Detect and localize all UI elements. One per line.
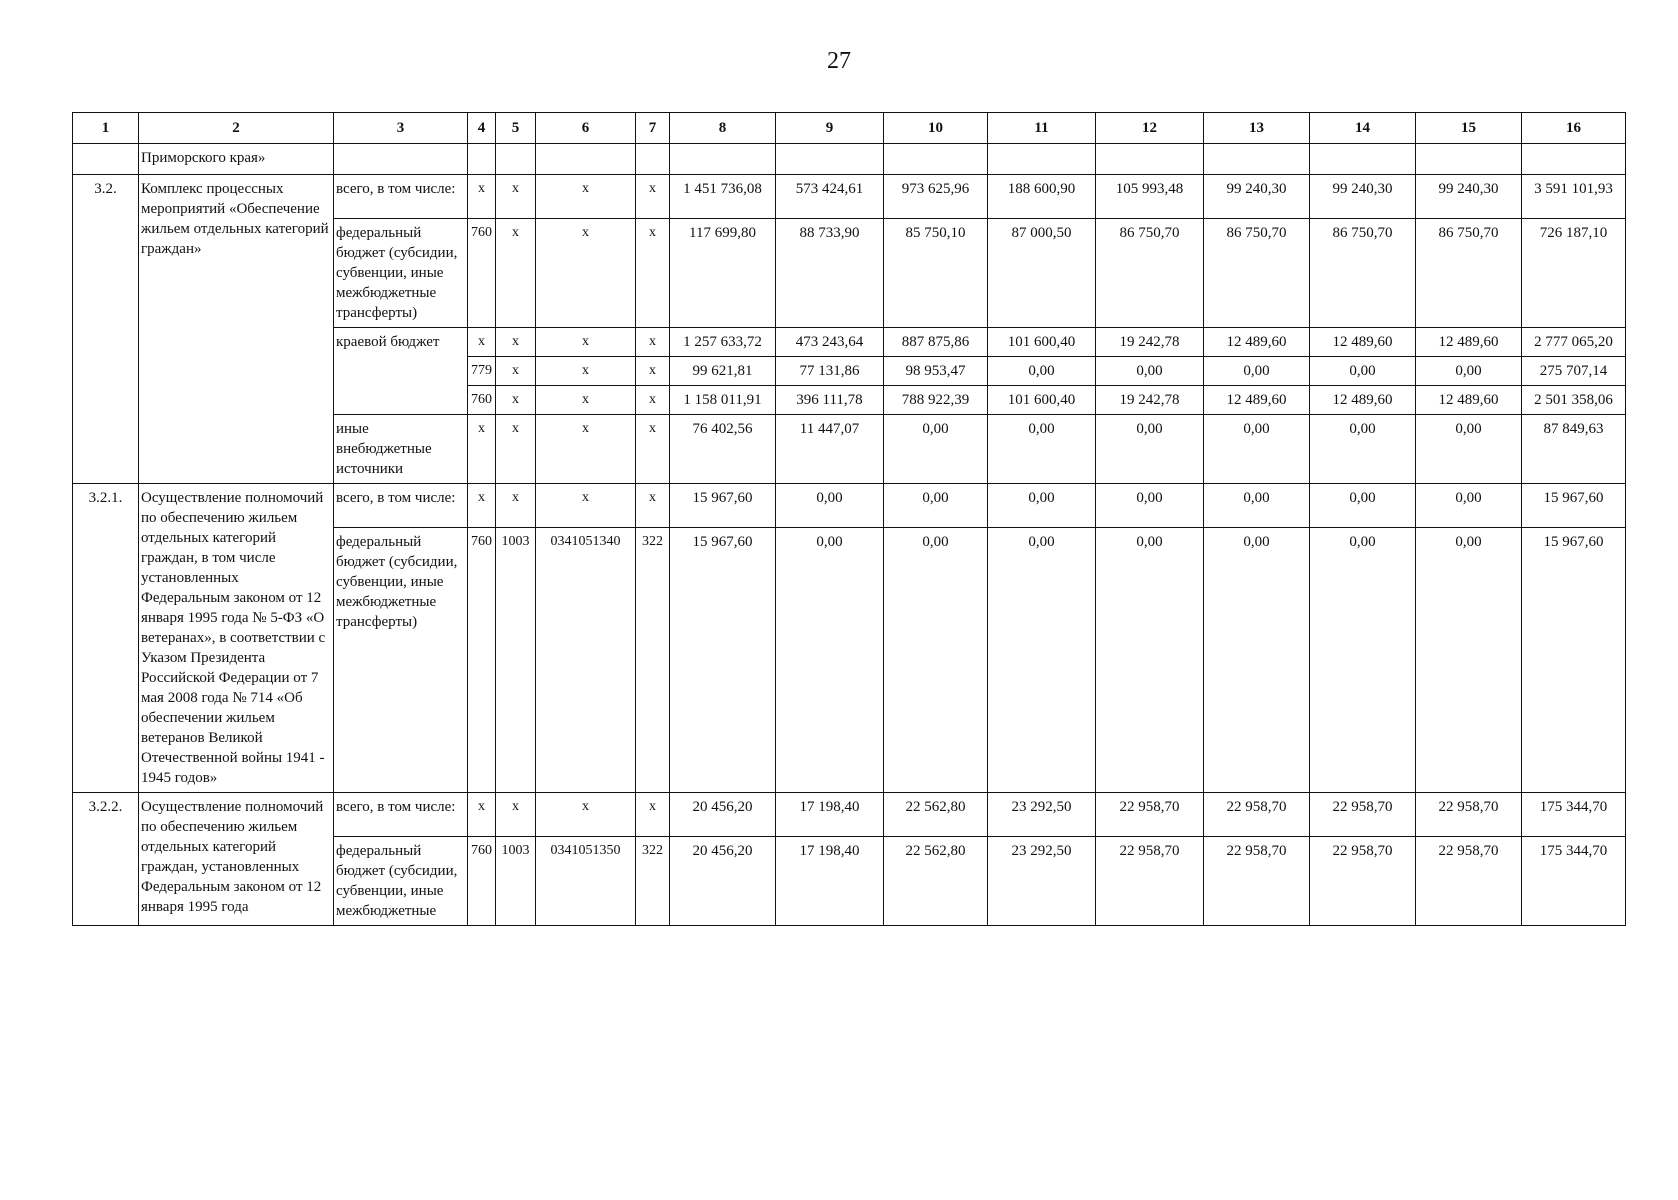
amount-cell: 0,00 [1096,415,1204,484]
table-cell [496,144,536,175]
header-cell: 3 [334,113,468,144]
amount-cell: 23 292,50 [988,837,1096,926]
amount-cell: 2 777 065,20 [1522,328,1626,357]
code-cell: x [636,328,670,357]
amount-cell: 87 000,50 [988,219,1096,328]
amount-cell: 0,00 [1310,415,1416,484]
table-cell [1416,144,1522,175]
amount-cell: 22 958,70 [1204,793,1310,837]
code-cell: x [536,415,636,484]
item-name: Осуществление полномочий по обеспечению жильем отдельных категорий граждан, в том числе установленных Федеральным законом от 12 января 1995 года № 5-ФЗ «О ветеранах», в соответствии с Указом Президента Российской Федерации от 7 мая 2008 года № 714 «Об обеспечении жильем ветеранов Великой Отечественной войны 1941 - 1945 годов» [139,484,334,793]
amount-cell: 0,00 [1416,484,1522,528]
amount-cell: 105 993,48 [1096,175,1204,219]
amount-cell: 22 562,80 [884,837,988,926]
amount-cell: 12 489,60 [1204,328,1310,357]
amount-cell: 19 242,78 [1096,386,1204,415]
amount-cell: 0,00 [1204,484,1310,528]
amount-cell: 175 344,70 [1522,793,1626,837]
code-cell: x [536,328,636,357]
amount-cell: 22 958,70 [1416,793,1522,837]
item-number: 3.2.1. [73,484,139,793]
amount-cell: 15 967,60 [1522,528,1626,793]
code-cell: x [636,357,670,386]
code-cell: x [536,175,636,219]
header-cell: 7 [636,113,670,144]
amount-cell: 17 198,40 [776,793,884,837]
funding-source: краевой бюджет [334,328,468,415]
funding-source: всего, в том числе: [334,175,468,219]
amount-cell: 0,00 [988,357,1096,386]
header-cell: 6 [536,113,636,144]
amount-cell: 0,00 [776,528,884,793]
amount-cell: 86 750,70 [1310,219,1416,328]
item-number: 3.2. [73,175,139,484]
amount-cell: 1 158 011,91 [670,386,776,415]
amount-cell: 17 198,40 [776,837,884,926]
amount-cell: 0,00 [1416,357,1522,386]
amount-cell: 1 451 736,08 [670,175,776,219]
code-cell: 1003 [496,528,536,793]
amount-cell: 22 958,70 [1096,837,1204,926]
amount-cell: 0,00 [988,528,1096,793]
amount-cell: 1 257 633,72 [670,328,776,357]
amount-cell: 22 958,70 [1416,837,1522,926]
header-cell: 1 [73,113,139,144]
table-row [73,175,1626,219]
code-cell: 760 [468,386,496,415]
code-cell: x [496,357,536,386]
amount-cell: 99 621,81 [670,357,776,386]
amount-cell: 0,00 [884,415,988,484]
amount-cell: 86 750,70 [1204,219,1310,328]
table-cell [776,144,884,175]
amount-cell: 12 489,60 [1204,386,1310,415]
item-number: 3.2.2. [73,793,139,926]
code-cell: x [496,415,536,484]
amount-cell: 0,00 [1096,484,1204,528]
amount-cell: 101 600,40 [988,386,1096,415]
header-cell: 14 [1310,113,1416,144]
code-cell: 0341051350 [536,837,636,926]
code-cell: x [468,484,496,528]
funding-source: федеральный бюджет (субсидии, субвенции, иные межбюджетные трансферты) [334,528,468,793]
code-cell: 1003 [496,837,536,926]
amount-cell: 12 489,60 [1310,386,1416,415]
item-name: Осуществление полномочий по обеспечению жильем отдельных категорий граждан, установленных Федеральным законом от 12 января 1995 года [139,793,334,926]
amount-cell: 0,00 [1204,357,1310,386]
amount-cell: 12 489,60 [1416,386,1522,415]
amount-cell: 76 402,56 [670,415,776,484]
header-cell: 12 [1096,113,1204,144]
amount-cell: 20 456,20 [670,837,776,926]
code-cell: x [468,793,496,837]
table-cell [1096,144,1204,175]
code-cell: 760 [468,219,496,328]
amount-cell: 15 967,60 [1522,484,1626,528]
amount-cell: 726 187,10 [1522,219,1626,328]
amount-cell: 11 447,07 [776,415,884,484]
code-cell: x [636,175,670,219]
code-cell: x [536,219,636,328]
amount-cell: 85 750,10 [884,219,988,328]
amount-cell: 15 967,60 [670,484,776,528]
table-cell [1310,144,1416,175]
amount-cell: 22 958,70 [1096,793,1204,837]
amount-cell: 0,00 [988,415,1096,484]
amount-cell: 22 958,70 [1204,837,1310,926]
amount-cell: 0,00 [1416,528,1522,793]
amount-cell: 473 243,64 [776,328,884,357]
amount-cell: 0,00 [776,484,884,528]
table-row [73,793,1626,837]
code-cell: x [496,484,536,528]
amount-cell: 0,00 [1204,528,1310,793]
amount-cell: 887 875,86 [884,328,988,357]
amount-cell: 23 292,50 [988,793,1096,837]
header-cell: 16 [1522,113,1626,144]
header-cell: 8 [670,113,776,144]
table-cell [670,144,776,175]
amount-cell: 101 600,40 [988,328,1096,357]
header-cell: 13 [1204,113,1310,144]
table-row [73,484,1626,528]
amount-cell: 573 424,61 [776,175,884,219]
amount-cell: 88 733,90 [776,219,884,328]
code-cell: x [496,219,536,328]
table-row [73,144,1626,175]
amount-cell: 19 242,78 [1096,328,1204,357]
code-cell: x [468,175,496,219]
code-cell: x [636,793,670,837]
amount-cell: 87 849,63 [1522,415,1626,484]
code-cell: x [468,328,496,357]
amount-cell: 12 489,60 [1310,328,1416,357]
amount-cell: 22 958,70 [1310,793,1416,837]
amount-cell: 0,00 [1096,528,1204,793]
amount-cell: 15 967,60 [670,528,776,793]
amount-cell: 0,00 [1204,415,1310,484]
funding-source: федеральный бюджет (субсидии, субвенции, иные межбюджетные [334,837,468,926]
amount-cell: 86 750,70 [1416,219,1522,328]
code-cell: 322 [636,528,670,793]
header-cell: 5 [496,113,536,144]
code-cell: 322 [636,837,670,926]
table-cell [73,144,139,175]
amount-cell: 2 501 358,06 [1522,386,1626,415]
table-cell [884,144,988,175]
code-cell: x [636,386,670,415]
header-cell: 11 [988,113,1096,144]
table-cell [1522,144,1626,175]
amount-cell: 117 699,80 [670,219,776,328]
table-cell [1204,144,1310,175]
amount-cell: 0,00 [1310,484,1416,528]
amount-cell: 12 489,60 [1416,328,1522,357]
amount-cell: 20 456,20 [670,793,776,837]
code-cell: x [496,386,536,415]
amount-cell: 22 562,80 [884,793,988,837]
amount-cell: 0,00 [884,528,988,793]
code-cell: x [496,175,536,219]
amount-cell: 175 344,70 [1522,837,1626,926]
header-cell: 10 [884,113,988,144]
code-cell: x [536,793,636,837]
page-number: 27 [827,48,851,74]
table-cell [334,144,468,175]
amount-cell: 99 240,30 [1416,175,1522,219]
amount-cell: 3 591 101,93 [1522,175,1626,219]
amount-cell: 98 953,47 [884,357,988,386]
table-cell [536,144,636,175]
amount-cell: 396 111,78 [776,386,884,415]
amount-cell: 22 958,70 [1310,837,1416,926]
code-cell: x [496,793,536,837]
table-cell [636,144,670,175]
funding-source: всего, в том числе: [334,793,468,837]
amount-cell: 86 750,70 [1096,219,1204,328]
code-cell: 0341051340 [536,528,636,793]
funding-source: всего, в том числе: [334,484,468,528]
code-cell: x [468,415,496,484]
header-cell: 2 [139,113,334,144]
header-cell: 9 [776,113,884,144]
code-cell: x [536,357,636,386]
amount-cell: 0,00 [988,484,1096,528]
code-cell: x [536,386,636,415]
amount-cell: 99 240,30 [1204,175,1310,219]
code-cell: 779 [468,357,496,386]
amount-cell: 188 600,90 [988,175,1096,219]
code-cell: x [636,484,670,528]
header-cell: 15 [1416,113,1522,144]
amount-cell: 0,00 [884,484,988,528]
amount-cell: 99 240,30 [1310,175,1416,219]
code-cell: 760 [468,528,496,793]
amount-cell: 0,00 [1310,357,1416,386]
code-cell: x [496,328,536,357]
amount-cell: 0,00 [1416,415,1522,484]
funding-source: иные внебюджетные источники [334,415,468,484]
amount-cell: 77 131,86 [776,357,884,386]
funding-source: федеральный бюджет (субсидии, субвенции, иные межбюджетные трансферты) [334,219,468,328]
table-cell [988,144,1096,175]
table-cell [468,144,496,175]
amount-cell: 788 922,39 [884,386,988,415]
column-number-row [73,113,1626,144]
code-cell: 760 [468,837,496,926]
code-cell: x [636,219,670,328]
amount-cell: 0,00 [1310,528,1416,793]
amount-cell: 275 707,14 [1522,357,1626,386]
amount-cell: 973 625,96 [884,175,988,219]
table-cell: Приморского края» [139,144,334,175]
code-cell: x [636,415,670,484]
header-cell: 4 [468,113,496,144]
budget-table [72,112,1626,926]
amount-cell: 0,00 [1096,357,1204,386]
code-cell: x [536,484,636,528]
item-name: Комплекс процессных мероприятий «Обеспечение жильем отдельных категорий граждан» [139,175,334,484]
